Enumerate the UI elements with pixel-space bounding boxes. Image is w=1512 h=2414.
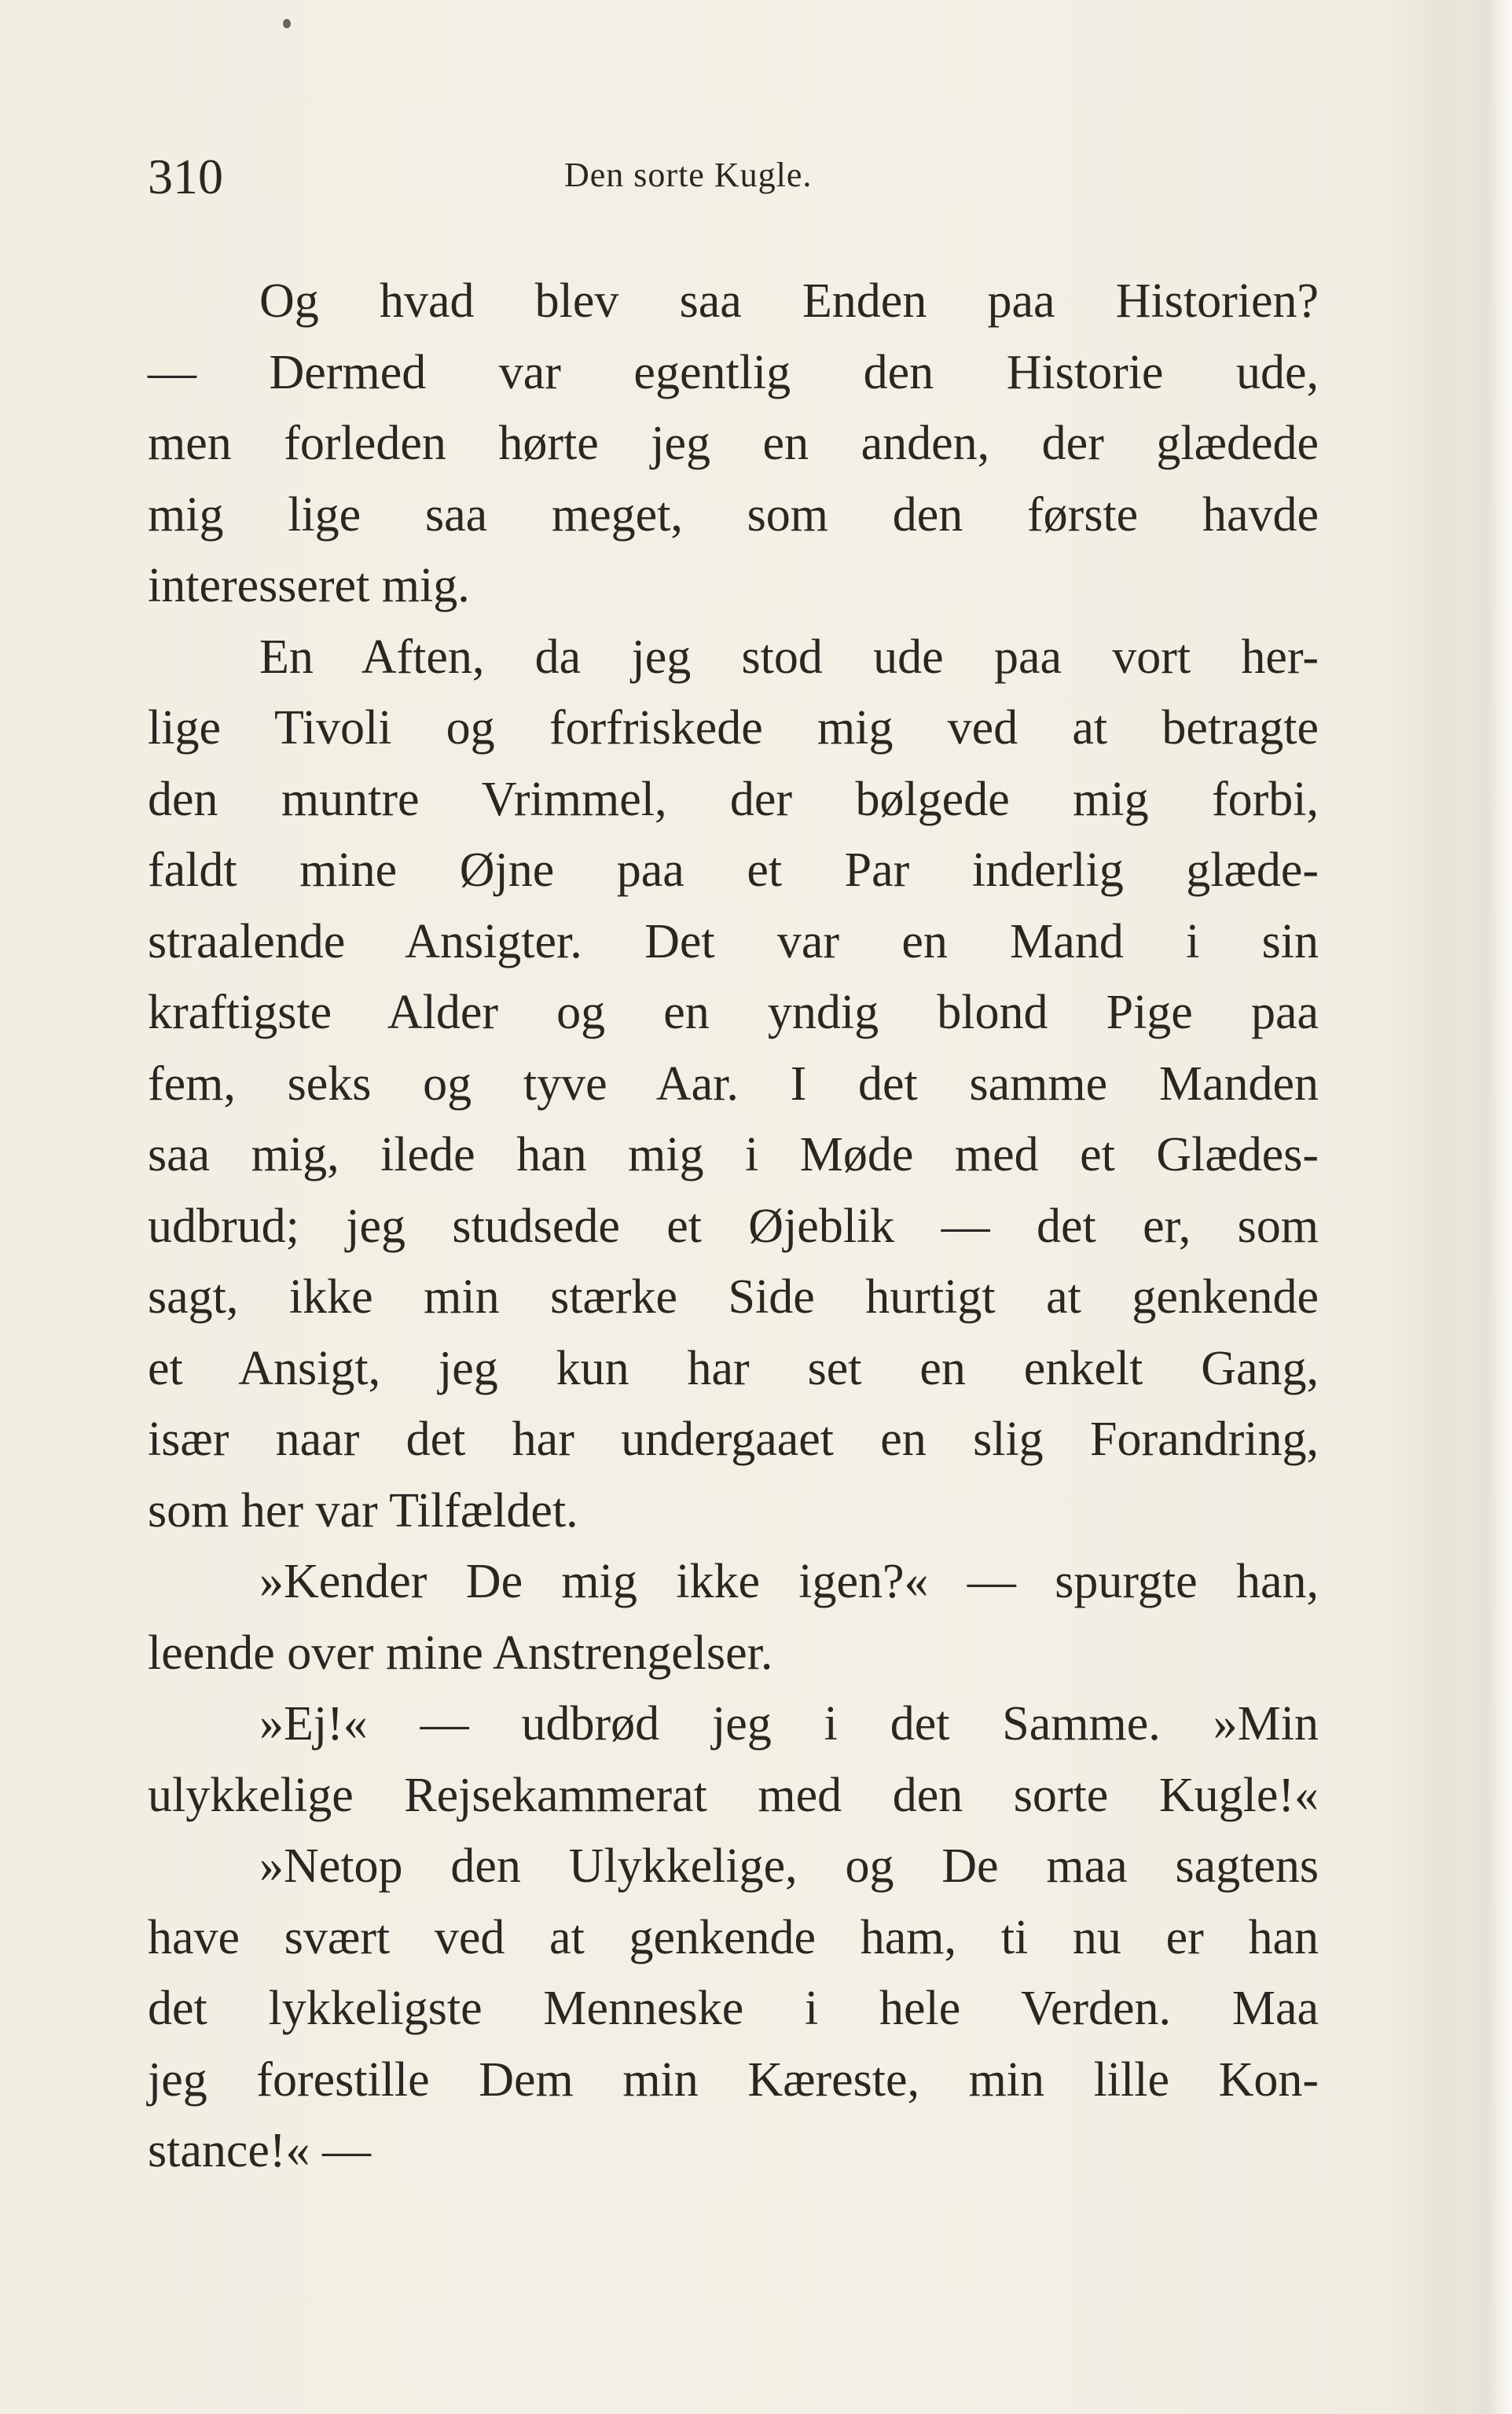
text-line: faldt mine Øjne paa et Par inderlig glæde- bbox=[148, 843, 1319, 897]
text-line: fem, seks og tyve Aar. I det samme Manden bbox=[148, 1056, 1319, 1111]
text-line: kraftigste Alder og en yndig blond Pige paa bbox=[148, 986, 1319, 1039]
text-line: det lykkeligste Menneske i hele Verden. Maa bbox=[148, 1982, 1319, 2035]
ink-speck bbox=[283, 19, 291, 28]
running-head: Den sorte Kugle. bbox=[564, 156, 813, 194]
text-line: »Ej!« — udbrød jeg i det Samme. »Min bbox=[259, 1697, 1319, 1751]
text-line: — Dermed var egentlig den Historie ude, bbox=[148, 345, 1319, 399]
text-line: som her var Tilfældet. bbox=[148, 1483, 578, 1538]
text-line: have svært ved at genkende ham, ti nu er han bbox=[148, 1910, 1319, 1964]
text-line: leende over mine Anstrengelser. bbox=[148, 1626, 773, 1680]
text-line: mig lige saa meget, som den første havde bbox=[148, 487, 1319, 542]
text-line: stance!« — bbox=[148, 2124, 372, 2177]
text-line: et Ansigt, jeg kun har set en enkelt Gang, bbox=[148, 1341, 1319, 1395]
text-line: ulykkelige Rejsekammerat med den sorte Kugle!« bbox=[148, 1768, 1319, 1822]
text-line: udbrud; jeg studsede et Øjeblik — det er, som bbox=[148, 1199, 1319, 1253]
text-line: sagt, ikke min stærke Side hurtigt at genkende bbox=[148, 1270, 1319, 1324]
text-line: men forleden hørte jeg en anden, der glædede bbox=[148, 417, 1319, 470]
text-line: Og hvad blev saa Enden paa Historien? bbox=[259, 274, 1319, 328]
text-line: den muntre Vrimmel, der bølgede mig forbi, bbox=[148, 772, 1319, 826]
text-line: jeg forestille Dem min Kæreste, min lille Kon- bbox=[148, 2052, 1319, 2107]
text-line: »Kender De mig ikke igen?« — spurgte han, bbox=[259, 1555, 1319, 1608]
text-line: »Netop den Ulykkelige, og De maa sagtens bbox=[259, 1839, 1319, 1893]
text-line: straalende Ansigter. Det var en Mand i sin bbox=[148, 914, 1319, 968]
body-text bbox=[148, 266, 1319, 2187]
text-line: En Aften, da jeg stod ude paa vort her- bbox=[259, 630, 1319, 684]
text-line: især naar det har undergaaet en slig Forandring, bbox=[148, 1413, 1319, 1466]
text-line: saa mig, ilede han mig i Møde med et Glædes- bbox=[148, 1128, 1319, 1181]
page-edge-shadow bbox=[1465, 0, 1512, 2414]
text-line: interesseret mig. bbox=[148, 559, 470, 612]
text-line: lige Tivoli og forfriskede mig ved at betragte bbox=[148, 701, 1319, 755]
page-header bbox=[148, 145, 1327, 216]
page-number: 310 bbox=[148, 149, 223, 204]
